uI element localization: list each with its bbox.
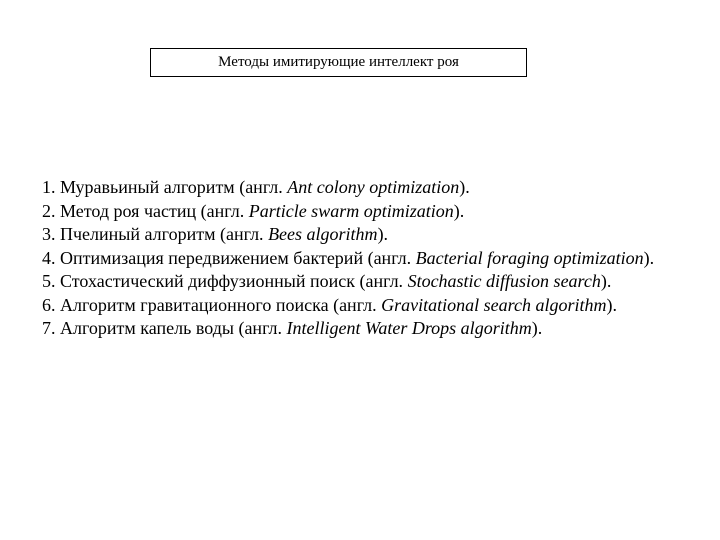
list-item: 2. Метод роя частиц (англ. Particle swarm optimization). (42, 200, 465, 221)
methods-list (42, 176, 710, 341)
page-title-box (150, 48, 527, 77)
list-item: 7. Алгоритм капель воды (англ. Intelligent Water Drops algorithm). (42, 318, 543, 338)
list-item: 1. Муравьиный алгоритм (англ. Ant colony optimization). (42, 177, 470, 197)
list-item: 6. Алгоритм гравитационного поиска (англ. Gravitational search algorithm). (42, 294, 617, 315)
list-item: 5. Стохастический диффузионный поиск (англ. Stochastic diffusion search). (42, 271, 612, 291)
list-item: 3. Пчелиный алгоритм (англ. Bees algorithm). (42, 224, 389, 244)
page-title: Методы имитирующие интеллект роя (218, 54, 459, 70)
list-item: 4. Оптимизация передвижением бактерий (англ. Bacterial foraging optimization). (42, 247, 655, 268)
